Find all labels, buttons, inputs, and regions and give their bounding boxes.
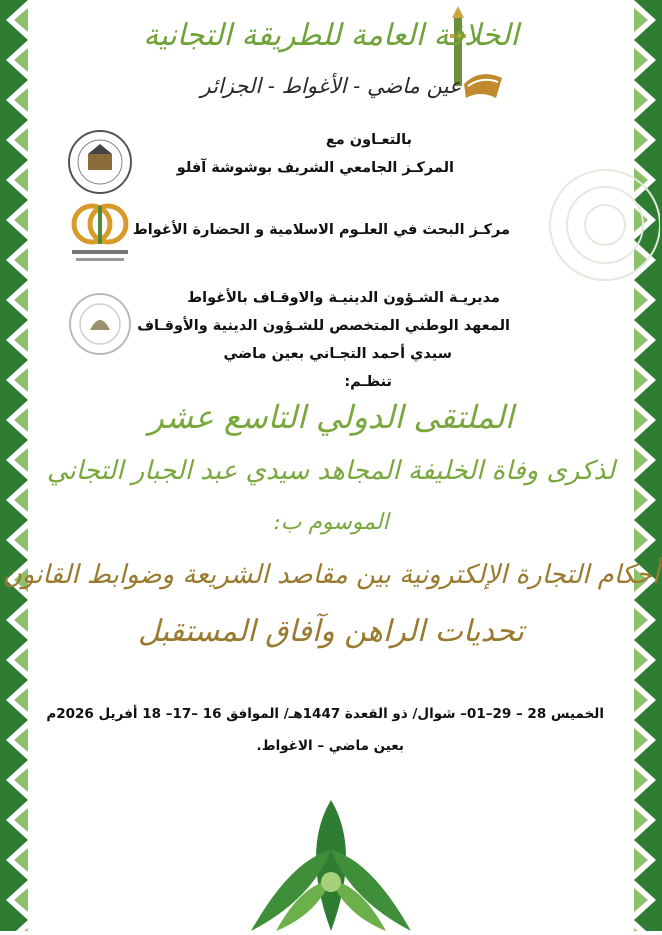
organize-label: تنظـم: [344,374,392,390]
event-memorial-subtitle: لذكرى وفاة الخليفة المجاهد سيدي عبد الجبار التجاني [46,456,616,486]
partner-institute-location: سيدي أحمد التجـاني بعين ماضي [223,346,452,362]
bottom-floral-ornament-icon [231,790,431,935]
partner-university-center: المركـز الجامعي الشريف بوشوشة آفلو [176,160,454,176]
event-title: الملتقى الدولي التاسع عشر [148,398,514,436]
partner-religious-affairs-directorate: مديريـة الشـؤون الدينيـة والاوقـاف بالأغواط [187,290,500,306]
religious-affairs-logo [66,290,134,358]
university-center-logo [66,128,134,196]
event-place: بعين ماضي – الاغواط. [256,738,404,754]
event-theme-line2: تحديات الراهن وآفاق المستقبل [138,614,524,649]
cooperation-intro: بالتعـاون مع [325,132,412,148]
partner-national-institute: المعهد الوطني المتخصص للشـؤون الدينية والأوقـاف [137,318,510,334]
mandala-ornament-icon [530,150,660,304]
event-dates: الخميس 28 – 29–01– شوال/ ذو القعدة 1447هـ/ الموافق 16 –17– 18 أفريل 2026م [46,706,604,722]
tariqa-location: عين ماضي - الأغواط - الجزائر [200,74,462,98]
partner-research-center: مركـز البحث في العلـوم الاسلامية و الحضارة الأغواط [132,222,510,238]
tariqa-title: الخلافة العامة للطريقة التجانية [143,18,519,53]
event-theme-label: الموسوم ب: [273,510,389,535]
research-center-logo [66,198,134,268]
event-theme-line1: أحكام التجارة الإلكترونية بين مقاصد الشريعة وضوابط القانون [2,560,660,590]
